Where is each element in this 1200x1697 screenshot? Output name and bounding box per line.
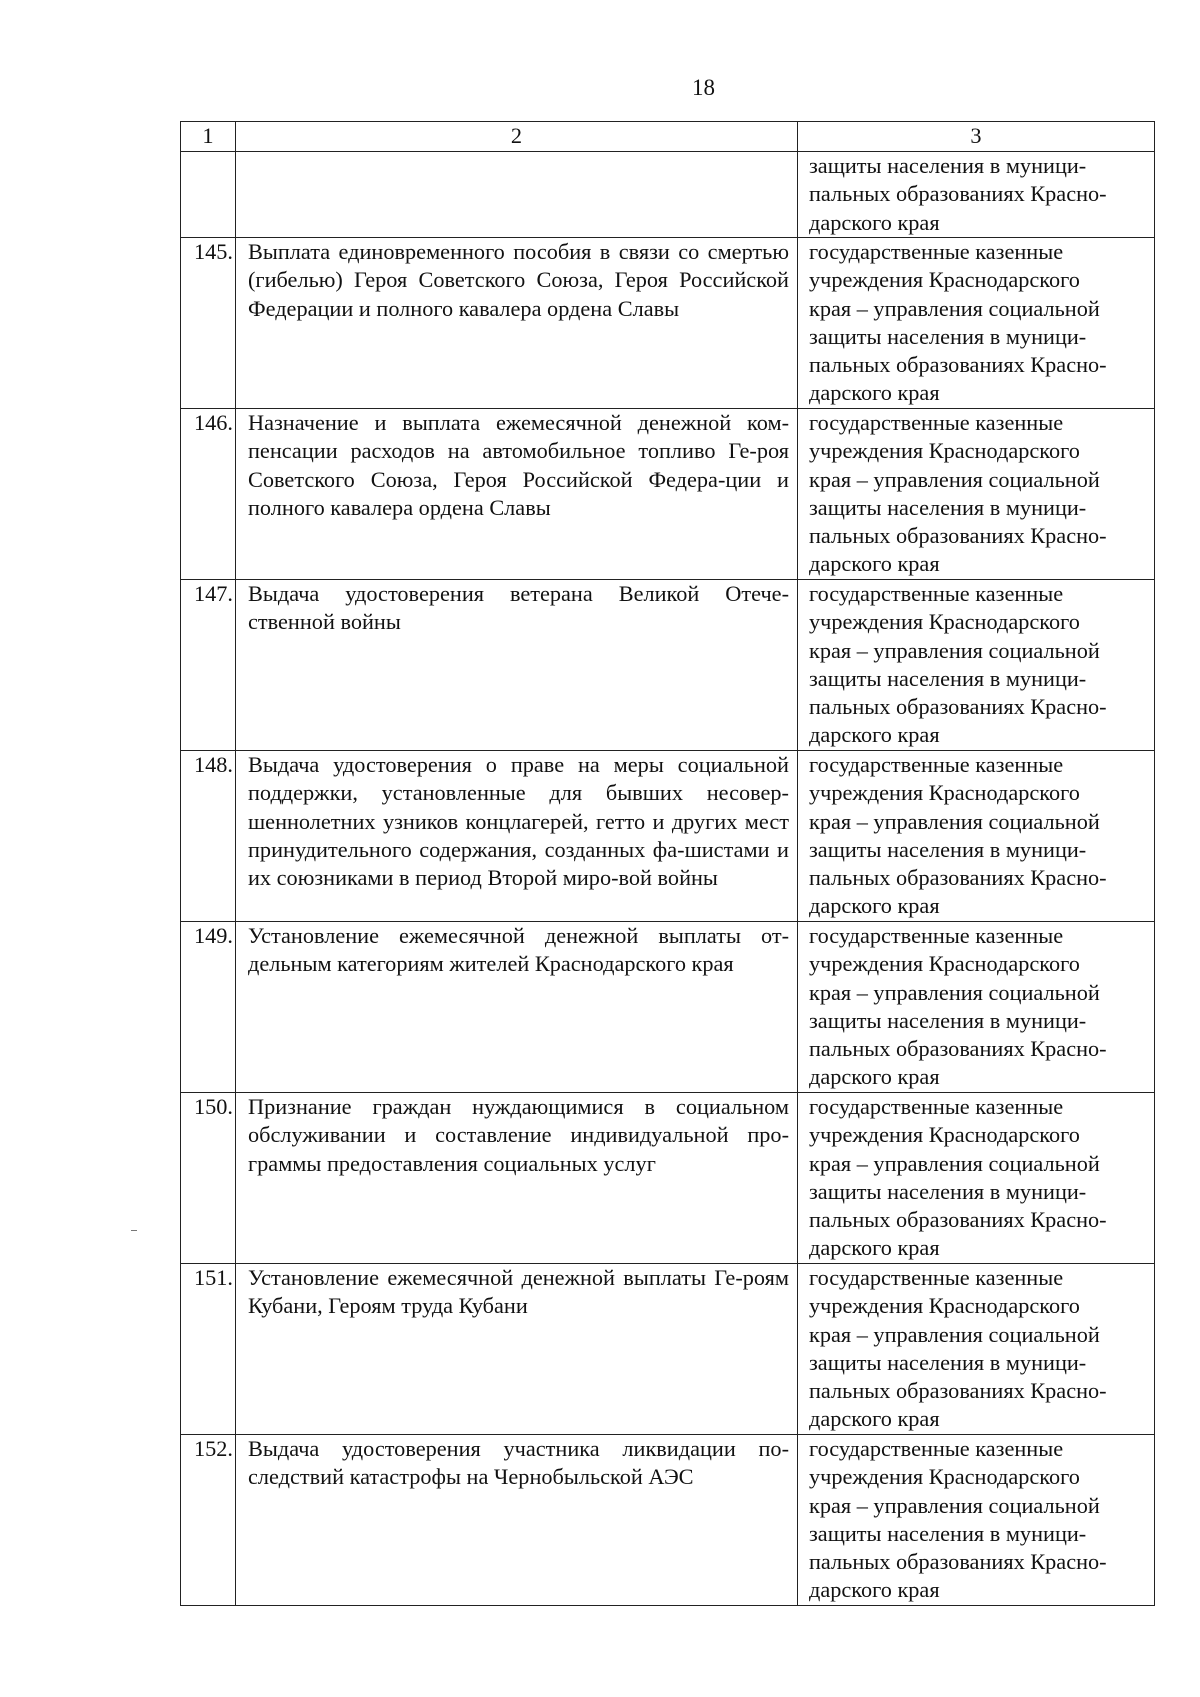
services-table: [180, 121, 1155, 1606]
row-number: 147.: [181, 580, 236, 751]
service-name: Выдача удостоверения о праве на меры социальной поддержки, установленные для бывших несовер-шеннолетних узников концлагерей, гетто и других мест принудительного содержания, созданных фа-шистами и их союзниками в период Второй миро-вой войны: [236, 751, 798, 922]
service-name: Выдача удостоверения участника ликвидации по-следствий катастрофы на Чернобыльской АЭС: [236, 1435, 798, 1606]
service-name: [236, 152, 798, 238]
responsible-organization: государственные казенные учреждения Краснодарского края – управления социальной защиты населения в муници- пальных образованиях Красно- дарского края: [798, 238, 1155, 409]
header-col-3: 3: [798, 122, 1155, 152]
row-number: 150.: [181, 1093, 236, 1264]
row-number: 148.: [181, 751, 236, 922]
service-name: Назначение и выплата ежемесячной денежной ком-пенсации расходов на автомобильное топливо Ге-роя Советского Союза, Героя Российской Федера-ции и полного кавалера ордена Славы: [236, 409, 798, 580]
header-row: [181, 122, 1155, 152]
header-col-2: 2: [236, 122, 798, 152]
row-number: 151.: [181, 1264, 236, 1435]
table-row: [181, 409, 1155, 580]
table-row: [181, 751, 1155, 922]
responsible-organization: государственные казенные учреждения Краснодарского края – управления социальной защиты населения в муници- пальных образованиях Красно- дарского края: [798, 580, 1155, 751]
row-number: 146.: [181, 409, 236, 580]
table-row: [181, 580, 1155, 751]
table-row: [181, 1435, 1155, 1606]
responsible-organization: государственные казенные учреждения Краснодарского края – управления социальной защиты населения в муници- пальных образованиях Красно- дарского края: [798, 1093, 1155, 1264]
service-name: Выдача удостоверения ветерана Великой Отече-ственной войны: [236, 580, 798, 751]
responsible-organization: государственные казенные учреждения Краснодарского края – управления социальной защиты населения в муници- пальных образованиях Красно- дарского края: [798, 751, 1155, 922]
header-col-1: 1: [181, 122, 236, 152]
service-name: Признание граждан нуждающимися в социальном обслуживании и составление индивидуальной про-граммы предоставления социальных услуг: [236, 1093, 798, 1264]
responsible-organization: государственные казенные учреждения Краснодарского края – управления социальной защиты населения в муници- пальных образованиях Красно- дарского края: [798, 409, 1155, 580]
service-name: Выплата единовременного пособия в связи со смертью (гибелью) Героя Советского Союза, Героя Российской Федерации и полного кавалера ордена Славы: [236, 238, 798, 409]
table-row: [181, 1093, 1155, 1264]
service-name: Установление ежемесячной денежной выплаты Ге-роям Кубани, Героям труда Кубани: [236, 1264, 798, 1435]
table-header: [181, 122, 1155, 152]
table-row: [181, 922, 1155, 1093]
page-number: 18: [692, 75, 715, 100]
margin-mark: [131, 1230, 137, 1231]
table-row: [181, 238, 1155, 409]
table-row: [181, 1264, 1155, 1435]
responsible-organization: государственные казенные учреждения Краснодарского края – управления социальной защиты населения в муници- пальных образованиях Красно- дарского края: [798, 922, 1155, 1093]
row-number: 149.: [181, 922, 236, 1093]
responsible-organization: защиты населения в муници- пальных образованиях Красно- дарского края: [798, 152, 1155, 238]
row-number: 152.: [181, 1435, 236, 1606]
table-body: [181, 152, 1155, 1606]
responsible-organization: государственные казенные учреждения Краснодарского края – управления социальной защиты населения в муници- пальных образованиях Красно- дарского края: [798, 1264, 1155, 1435]
row-number: [181, 152, 236, 238]
responsible-organization: государственные казенные учреждения Краснодарского края – управления социальной защиты населения в муници- пальных образованиях Красно- дарского края: [798, 1435, 1155, 1606]
row-number: 145.: [181, 238, 236, 409]
service-name: Установление ежемесячной денежной выплаты от-дельным категориям жителей Краснодарского края: [236, 922, 798, 1093]
table-row-continuation: [181, 152, 1155, 238]
